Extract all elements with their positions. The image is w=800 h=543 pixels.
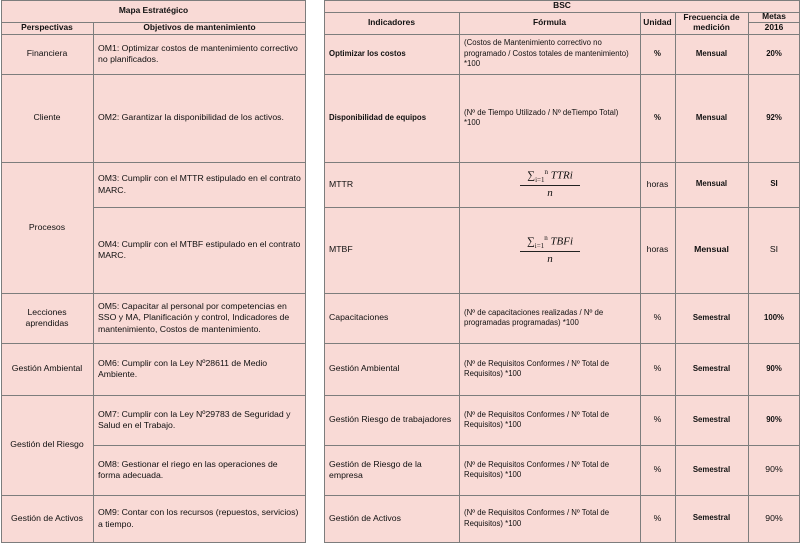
mttr-formula [520, 168, 580, 199]
unit-value: % [653, 512, 662, 523]
indicator-optimizar-costos: Optimizar los costos [329, 48, 406, 58]
frequency-value: Semestral [692, 513, 731, 523]
frequency-value: Mensual [695, 48, 728, 58]
frequency-value: Semestral [692, 312, 731, 322]
header-objetivos: Objetivos de mantenimiento [143, 22, 256, 33]
formula-text: (Nº de Requisitos Conformes / Nº Total de Requisitos) *100 [464, 358, 610, 378]
indicator-gestion-activos: Gestión de Activos [329, 512, 401, 523]
frequency-value: Semestral [692, 414, 731, 424]
frequency-value: Mensual [694, 244, 729, 255]
goal-value: 100% [764, 312, 784, 322]
bsc-table [324, 0, 800, 543]
sum-sign: ∑ [526, 235, 535, 248]
formula-denominator: n [547, 186, 553, 199]
formula-text: (Nº de Requisitos Conformes / Nº Total de Requisitos) *100 [464, 409, 610, 429]
header-indicadores: Indicadores [367, 17, 415, 28]
sum-lower-bound: i=1 [535, 175, 545, 184]
perspective-ambiental: Gestión Ambiental [11, 363, 83, 374]
formula-denominator: n [547, 252, 553, 265]
goal-value: SI [769, 244, 779, 255]
sum-upper-bound: n [544, 234, 548, 242]
goal-value: 92% [766, 112, 782, 122]
indicator-disponibilidad: Disponibilidad de equipos [329, 112, 427, 122]
indicator-mttr: MTTR [329, 178, 354, 189]
mtbf-formula [520, 234, 580, 265]
indicator-capacitaciones: Capacitaciones [329, 312, 389, 323]
perspective-lecciones: Lecciones aprendidas [25, 306, 69, 328]
unit-value: % [654, 112, 661, 122]
formula-text: (Nº de Requisitos Conformes / Nº Total de Requisitos) *100 [464, 459, 610, 479]
indicator-mtbf: MTBF [329, 244, 353, 255]
objective-om5: OM5: Capacitar al personal por competencias en SSO y MA, Planificación y control, Indicadores de mantenimiento, Costos de mantenimiento. [98, 300, 290, 334]
unit-value: % [653, 464, 662, 475]
sum-lower-bound: i=1 [534, 241, 545, 250]
header-metas-year: 2016 [764, 22, 784, 33]
perspective-cliente: Cliente [33, 112, 61, 123]
goal-value: 90% [766, 414, 782, 424]
unit-value: horas [646, 244, 669, 255]
objective-om2: OM2: Garantizar la disponibilidad de los activos. [98, 112, 284, 123]
frequency-value: Mensual [695, 112, 728, 122]
unit-value: % [653, 363, 662, 374]
unit-value: % [653, 414, 662, 425]
objective-om4: OM4: Cumplir con el MTBF estipulado en el contrato MARC. [98, 238, 301, 260]
indicator-riesgo-empresa: Gestión de Riesgo de la empresa [329, 458, 422, 480]
goal-value: 90% [765, 464, 783, 475]
formula-text: (Costos de Mantenimiento correctivo no programado / Costos totales de mantenimiento) *100 [464, 38, 629, 69]
objective-om6: OM6: Cumplir con la Ley Nº28611 de Medio Ambiente. [98, 357, 268, 379]
goal-value: 90% [765, 512, 783, 523]
formula-text: (Nº de Tiempo Utilizado / Nº deTiempo Total) *100 [464, 107, 619, 127]
strategic-map-table [1, 0, 306, 543]
header-metas: Metas [762, 12, 786, 22]
header-perspectivas: Perspectivas [21, 22, 73, 33]
sum-term: TTRi [550, 169, 573, 182]
sum-sign: ∑ [527, 169, 536, 182]
objective-om7: OM7: Cumplir con la Ley Nº29783 de Seguridad y Salud en el Trabajo. [98, 408, 291, 430]
objective-om9: OM9: Contar con los recursos (repuestos, servicios) a tiempo. [98, 507, 299, 529]
perspective-riesgo: Gestión del Riesgo [10, 439, 84, 450]
header-frecuencia: Frecuencia de medición [683, 12, 740, 32]
objective-om3: OM3: Cumplir con el MTTR estipulado en el contrato MARC. [98, 173, 301, 195]
formula-text: (Nº de capacitaciones realizadas / Nº de programadas programadas) *100 [464, 307, 604, 327]
header-unidad: Unidad [643, 17, 672, 28]
unit-value: % [653, 312, 662, 323]
indicator-riesgo-trabajadores: Gestión Riesgo de trabajadores [329, 414, 452, 425]
objective-om8: OM8: Gestionar el riego en las operaciones de forma adecuada. [98, 458, 278, 480]
sum-term: TBFi [550, 235, 574, 248]
perspective-procesos: Procesos [28, 221, 66, 232]
frequency-value: Semestral [692, 464, 731, 474]
objective-om1: OM1: Optimizar costos de mantenimiento correctivo no planificados. [98, 42, 298, 64]
frequency-value: Semestral [692, 363, 731, 373]
indicator-gestion-ambiental: Gestión Ambiental [329, 363, 400, 374]
header-formula: Fórmula [532, 17, 567, 28]
goal-value: 20% [766, 48, 782, 58]
perspective-financiera: Financiera [26, 48, 68, 59]
sum-upper-bound: n [544, 168, 548, 176]
frequency-value: Mensual [695, 179, 728, 189]
goal-value: SI [770, 179, 778, 189]
strategic-map-title: Mapa Estratégico [118, 5, 189, 16]
formula-text: (Nº de Requisitos Conformes / Nº Total de Requisitos) *100 [464, 508, 610, 528]
unit-value: % [654, 48, 661, 58]
perspective-activos: Gestión de Activos [11, 512, 83, 523]
bsc-title: BSC [553, 0, 571, 11]
unit-value: horas [646, 178, 669, 189]
goal-value: 90% [766, 363, 782, 373]
